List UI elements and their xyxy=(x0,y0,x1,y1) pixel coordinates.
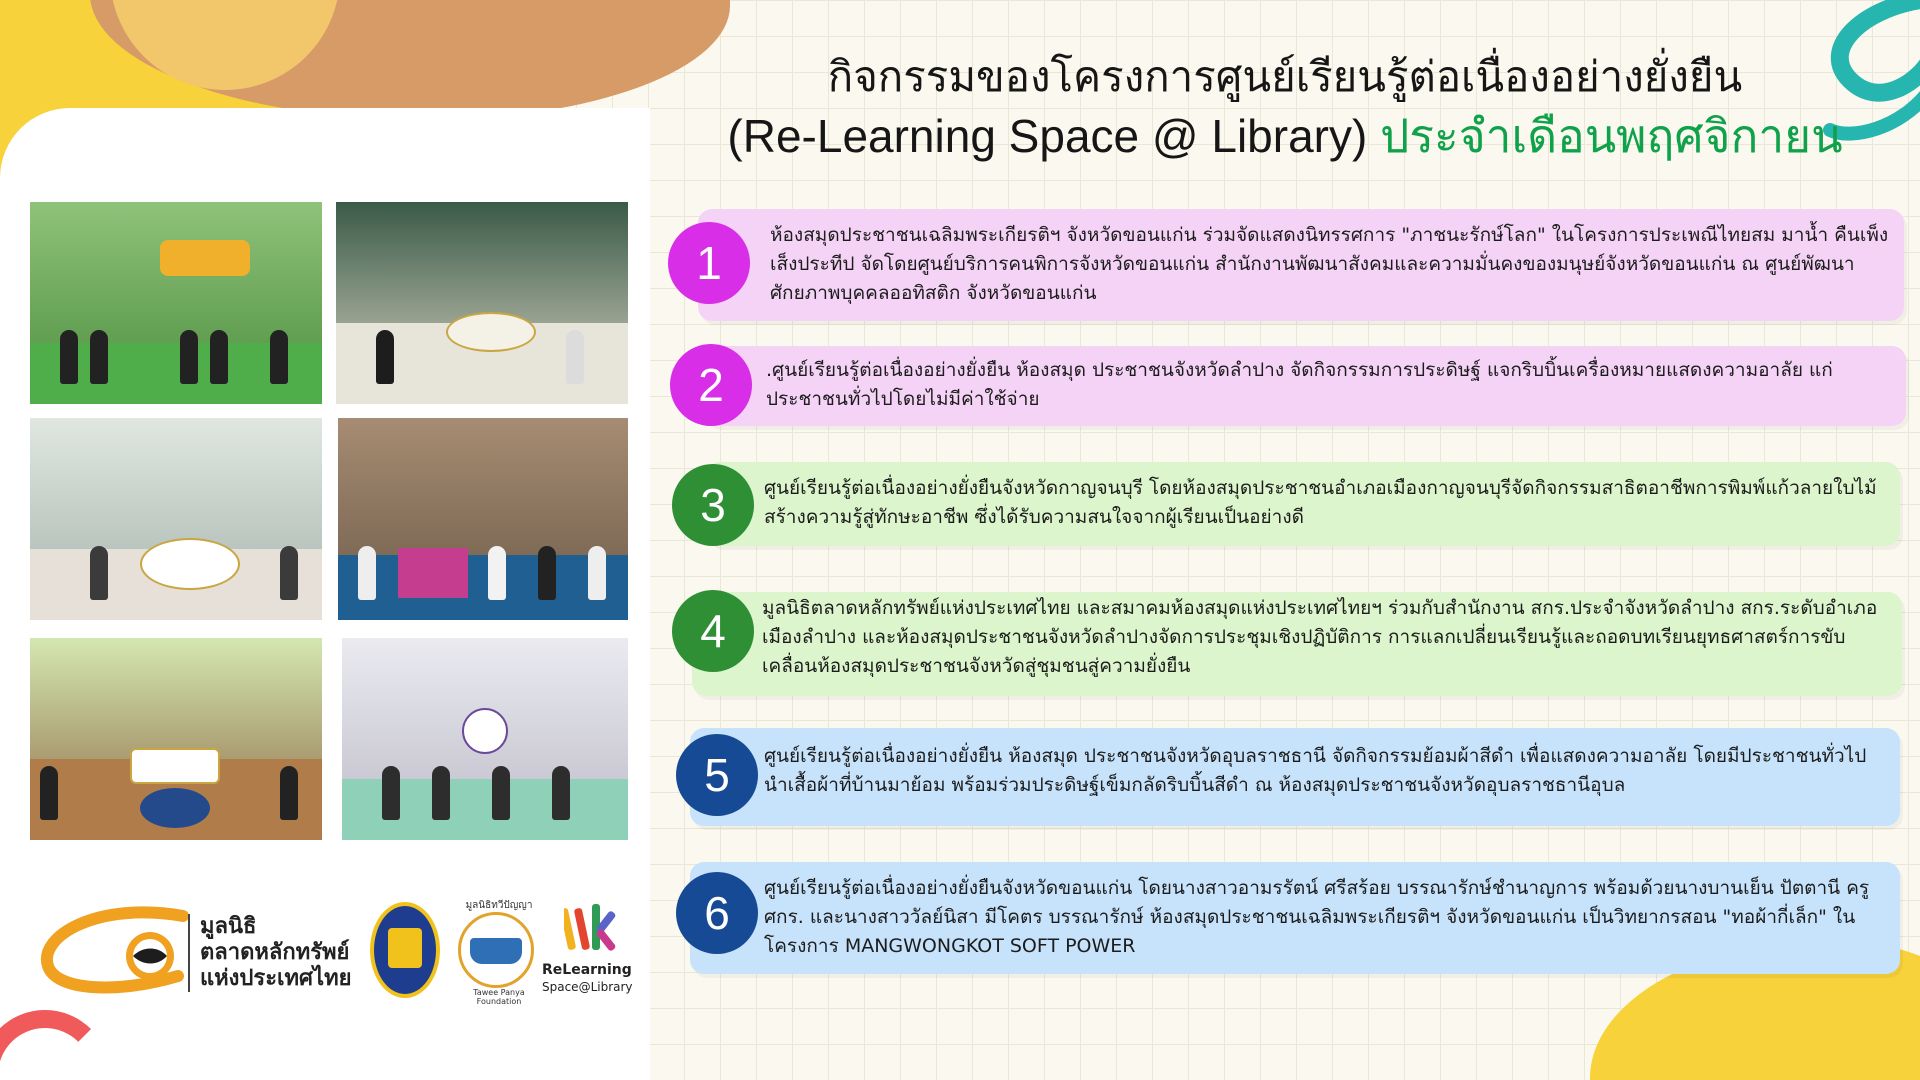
tawee-panya-thai-name: มูลนิธิทวีปัญญา xyxy=(465,900,533,911)
title-project-name: (Re-Learning Space @ Library) xyxy=(727,110,1368,162)
activity-number: 4 xyxy=(672,590,754,672)
activity-number: 2 xyxy=(670,344,752,426)
activity-photo-1 xyxy=(30,202,322,404)
book-icon xyxy=(470,938,522,964)
page-title xyxy=(700,48,1870,166)
activity-description: ศูนย์เรียนรู้ต่อเนื่องอย่างยั่งยืน ห้องสมุด ประชาชนจังหวัดอุบลราชธานี จัดกิจกรรมย้อมผ้าสีดำ เพื่อแสดงความอาลัย โดยมีประชาชนทั่วไป นำเสื้อผ้าที่บ้านมาย้อม พร้อมร่วมประดิษฐ์เข็มกลัดริบบิ้นสีดำ ณ ห้องสมุดประชาชนจังหวัดอุบลราชธานีอุบล xyxy=(764,745,1867,796)
activity-photo-5 xyxy=(30,638,322,840)
activity-photo-2 xyxy=(336,202,628,404)
partner-logos xyxy=(38,898,648,1008)
activity-photo-3 xyxy=(30,418,322,620)
activity-description: ศูนย์เรียนรู้ต่อเนื่องอย่างยั่งยืนจังหวัดกาญจนบุรี โดยห้องสมุดประชาชนอำเภอเมืองกาญจนบุรีจัดกิจกรรมสาธิตอาชีพการพิมพ์แก้วลายใบไม้ สร้างความรู้สู่ทักษะอาชีพ ซึ่งได้รับความสนใจจากผู้เรียนเป็นอย่างดี xyxy=(764,477,1877,528)
relearning-line-2: Space@Library xyxy=(542,980,633,994)
activity-photo-6 xyxy=(342,638,628,840)
title-line-2 xyxy=(700,106,1870,166)
tawee-panya-english-name: Tawee Panya Foundation xyxy=(473,988,525,1006)
activity-description: ห้องสมุดประชาชนเฉลิมพระเกียรติฯ จังหวัดขอนแก่น ร่วมจัดแสดงนิทรรศการ "ภาชนะรักษ์โลก" ในโครงการประเพณีไทยสม มาน้ำ คืนเพ็ง เส็งประทีป จัดโดยศูนย์บริการคนพิการจังหวัดขอนแก่น สำนักงานพัฒนาสังคมและความมั่นคงของมนุษย์จังหวัดขอนแก่น ณ ศูนย์พัฒนาศักยภาพบุคคลออทิสติก จังหวัดขอนแก่น xyxy=(770,224,1889,304)
title-line-1: กิจกรรมของโครงการศูนย์เรียนรู้ต่อเนื่องอย่างยั่งยืน xyxy=(827,53,1743,100)
activity-photo-4 xyxy=(338,418,628,620)
title-month: ประจำเดือนพฤศจิกายน xyxy=(1380,110,1843,162)
logo-divider xyxy=(188,914,190,992)
activity-number: 5 xyxy=(676,734,758,816)
tawee-panya-foundation-logo-icon xyxy=(454,898,540,1006)
relearning-line-1: ReLearning xyxy=(542,962,632,978)
set-foundation-name-text: มูลนิธิ ตลาดหลักทรัพย์ แห่งประเทศไทย xyxy=(200,914,352,991)
activity-number: 6 xyxy=(676,872,758,954)
activity-description: ศูนย์เรียนรู้ต่อเนื่องอย่างยั่งยืนจังหวัดขอนแก่น โดยนางสาวอามรรัตน์ ศรีสร้อย บรรณารักษ์ชำนาญการ พร้อมด้วยนางบานเย็น ปัตตานี ครู ศกร. และนางสาววัลย์นิสา มีโคตร บรรณารักษ์ ห้องสมุดประชาชนเฉลิมพระเกียรติฯ จังหวัดขอนแก่น เป็นวิทยากรสอน "ทอผ้ากี่เล็ก" ในโครงการ MANGWONGKOT SOFT POWER xyxy=(764,877,1870,957)
set-foundation-logo-icon xyxy=(38,906,208,996)
government-seal-icon xyxy=(370,902,440,998)
activity-number: 1 xyxy=(668,222,750,304)
activity-description: .ศูนย์เรียนรู้ต่อเนื่องอย่างยั่งยืน ห้องสมุด ประชาชนจังหวัดลำปาง จัดกิจกรรมการประดิษฐ์ แจกริบบิ้นเครื่องหมายแสดงความอาลัย แก่ประชาชนทั่วไปโดยไม่มีค่าใช้จ่าย xyxy=(766,359,1833,410)
relearning-bars-icon xyxy=(564,904,624,954)
set-foundation-name xyxy=(200,914,351,992)
activity-number: 3 xyxy=(672,464,754,546)
activity-description: มูลนิธิตลาดหลักทรัพย์แห่งประเทศไทย และสมาคมห้องสมุดแห่งประเทศไทยฯ ร่วมกับสำนักงาน สกร.ประจำจังหวัดลำปาง สกร.ระดับอำเภอเมืองลำปาง และห้องสมุดประชาชนจังหวัดลำปางจัดการประชุมเชิงปฏิบัติการ การแลกเปลี่ยนเรียนรู้และถอดบทเรียนยุทธศาสตร์การขับเคลื่อนห้องสมุดประชาชนจังหวัดสู่ชุมชนสู่ความยั่งยืน xyxy=(762,597,1878,677)
relearning-logo xyxy=(542,904,642,1004)
